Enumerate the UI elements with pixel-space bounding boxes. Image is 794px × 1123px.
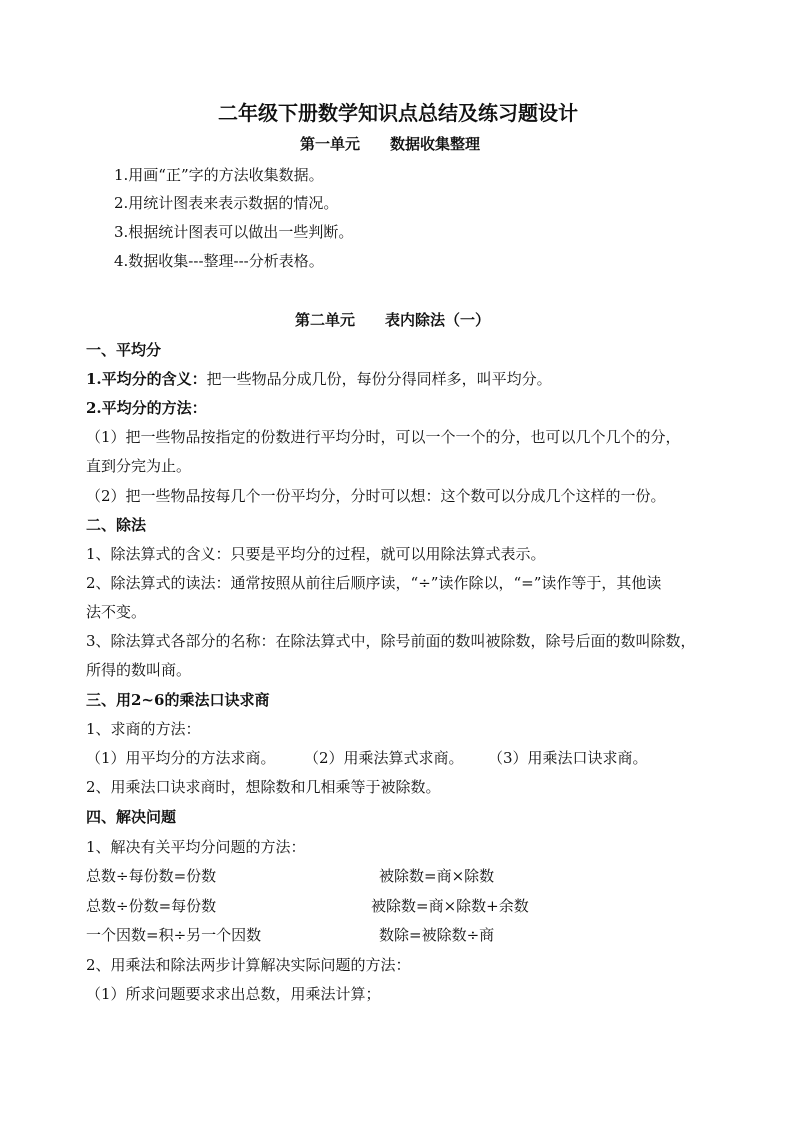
formula-right: 数除=被除数÷商 xyxy=(379,926,495,944)
section-title: 一、平均分 xyxy=(86,341,162,359)
unit1-item: 3.根据统计图表可以做出一些判断。 xyxy=(114,223,354,241)
method-item: （3）用乘法口诀求商。 xyxy=(488,749,648,767)
unit2-heading: 第二单元 表内除法（一） xyxy=(295,311,491,329)
formula-left: 总数÷份数=每份数 xyxy=(86,897,217,915)
paragraph: 2、除法算式的读法：通常按照从前往后顺序读，“÷”读作除以，“=”读作等于，其他读 xyxy=(86,574,662,592)
unit1-item: 4.数据收集---整理---分析表格。 xyxy=(114,252,324,270)
document-title: 二年级下册数学知识点总结及练习题设计 xyxy=(218,101,578,125)
formula-right: 被除数=商×除数+余数 xyxy=(371,897,529,915)
paragraph: 1、求商的方法： xyxy=(86,720,201,738)
paragraph: 3、除法算式各部分的名称：在除法算式中，除号前面的数叫被除数，除号后面的数叫除数， xyxy=(86,632,696,650)
paragraph: 2、用乘法口诀求商时，想除数和几相乘等于被除数。 xyxy=(86,778,441,796)
paragraph: 1、除法算式的含义：只要是平均分的过程，就可以用除法算式表示。 xyxy=(86,545,546,563)
paragraph: 2、用乘法和除法两步计算解决实际问题的方法： xyxy=(86,956,411,974)
unit1-item: 2.用统计图表来表示数据的情况。 xyxy=(114,194,339,212)
formula-left: 一个因数=积÷另一个因数 xyxy=(86,926,262,944)
paragraph: 所得的数叫商。 xyxy=(86,661,192,679)
paragraph: （2）把一些物品按每几个一份平均分，分时可以想：这个数可以分成几个这样的一份。 xyxy=(86,487,666,505)
paragraph: 直到分完为止。 xyxy=(86,457,192,475)
paragraph-label: 2.平均分的方法： xyxy=(86,399,207,417)
method-item: （1）用平均分的方法求商。 xyxy=(86,749,276,767)
paragraph-text: 把一些物品分成几份，每份分得同样多，叫平均分。 xyxy=(206,370,552,388)
formula-right: 被除数=商×除数 xyxy=(379,867,495,885)
section-title: 四、解决问题 xyxy=(86,808,177,826)
section-title: 二、除法 xyxy=(86,516,147,534)
formula-left: 总数÷每份数=份数 xyxy=(86,867,217,885)
paragraph: （1）把一些物品按指定的份数进行平均分时，可以一个一个的分，也可以几个几个的分， xyxy=(86,428,681,446)
paragraph: 1、解决有关平均分问题的方法： xyxy=(86,838,306,856)
paragraph xyxy=(86,369,552,389)
unit1-item: 1.用画“正”字的方法收集数据。 xyxy=(114,166,324,184)
method-item: （2）用乘法算式求商。 xyxy=(304,749,464,767)
paragraph: 法不变。 xyxy=(86,603,147,621)
paragraph: （1）所求问题要求求出总数，用乘法计算； xyxy=(86,985,381,1003)
section-title: 三、用2~6的乘法口诀求商 xyxy=(86,691,270,709)
paragraph-label: 1.平均分的含义： xyxy=(86,370,207,388)
unit1-heading: 第一单元 数据收集整理 xyxy=(300,135,481,153)
